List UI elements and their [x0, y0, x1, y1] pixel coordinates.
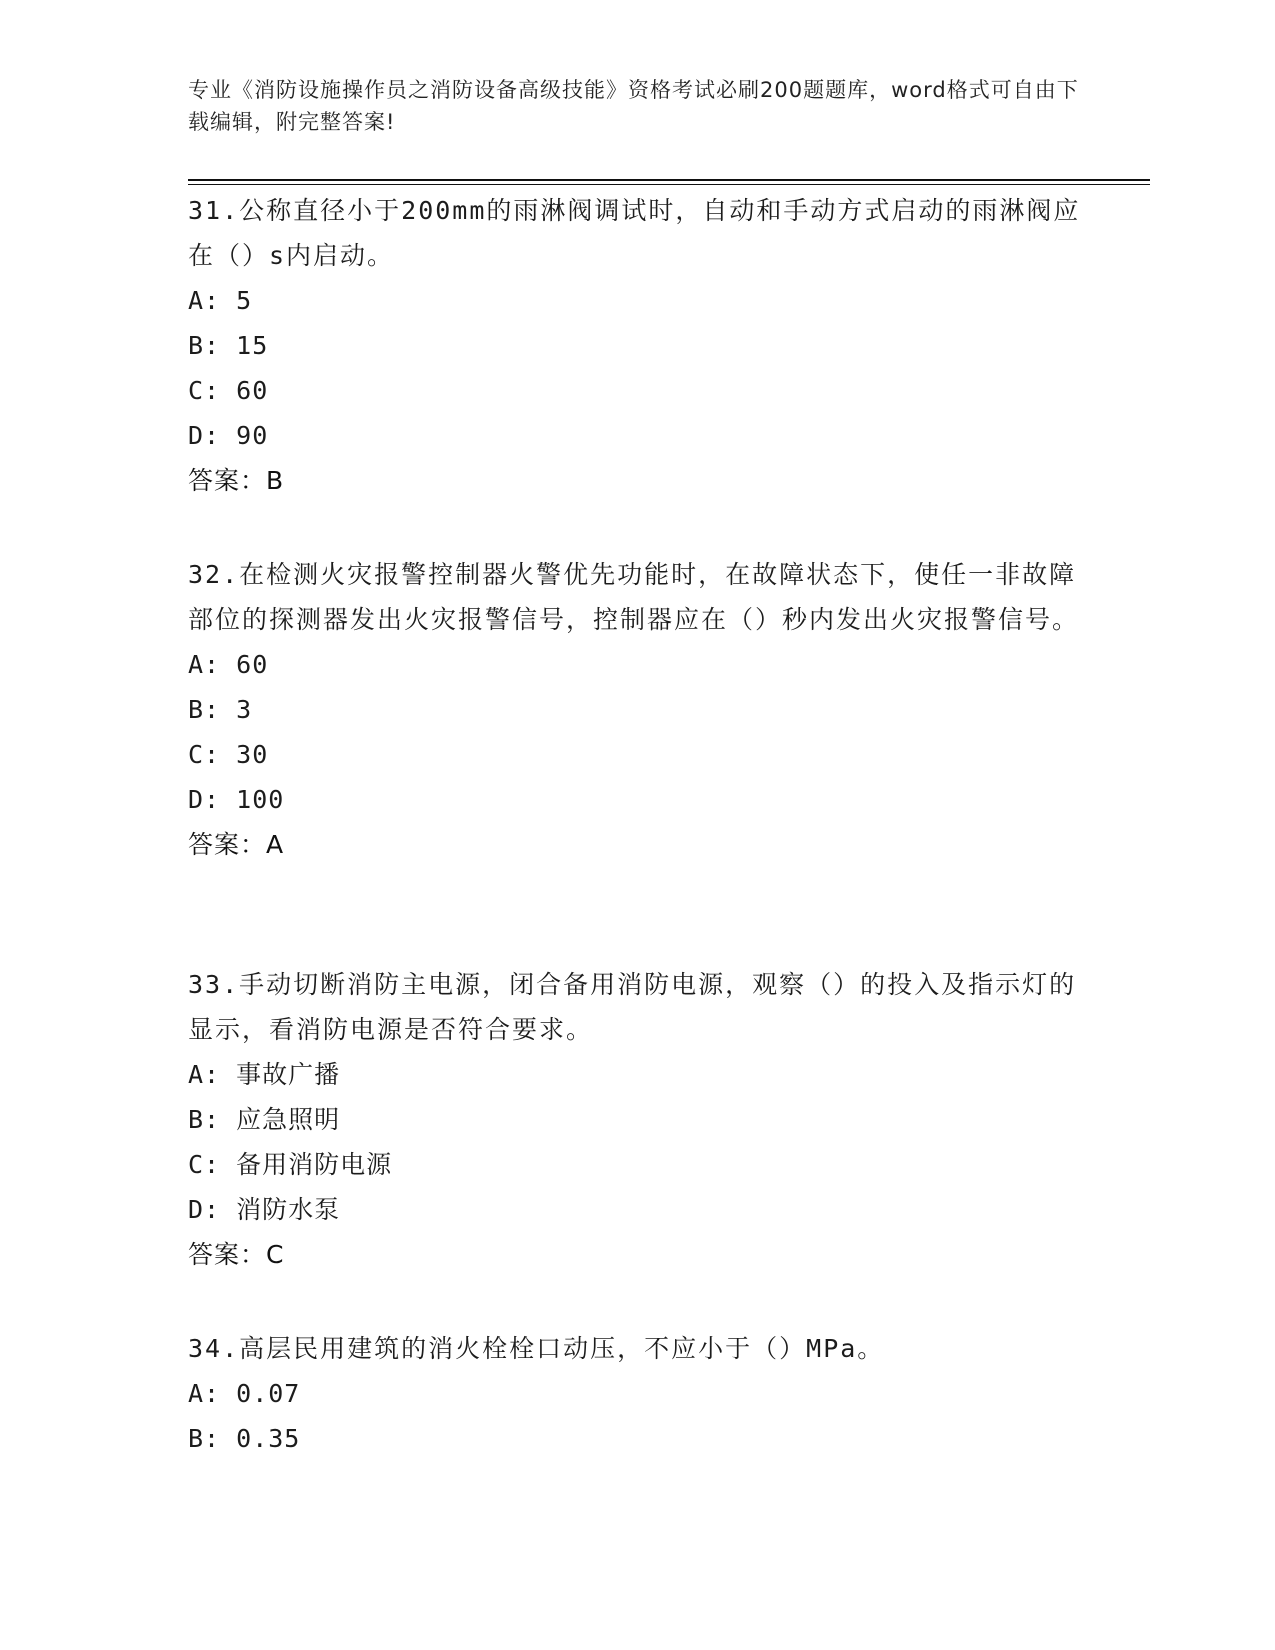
- option-b: B: 15: [188, 331, 269, 360]
- option-c: C: 30: [188, 740, 269, 769]
- question-31: [188, 188, 1088, 503]
- answer-label: 答案：A: [188, 830, 285, 859]
- question-stem: 34.高层民用建筑的消火栓栓口动压，不应小于（）MPa。: [188, 1334, 885, 1363]
- question-34: [188, 1326, 1088, 1461]
- header-divider-thick: [188, 179, 1150, 181]
- option-b: B: 3: [188, 695, 253, 724]
- option-c: C: 60: [188, 376, 269, 405]
- option-a: A: 事故广播: [188, 1060, 341, 1089]
- option-d: D: 消防水泵: [188, 1195, 341, 1224]
- option-a: A: 0.07: [188, 1379, 301, 1408]
- option-a: A: 5: [188, 286, 253, 315]
- question-stem: 32.在检测火灾报警控制器火警优先功能时，在故障状态下，使任一非故障部位的探测器发出火灾报警信号，控制器应在（）秒内发出火灾报警信号。: [188, 560, 1080, 634]
- option-b: B: 应急照明: [188, 1105, 341, 1134]
- question-33: [188, 962, 1088, 1277]
- option-b: B: 0.35: [188, 1424, 301, 1453]
- option-d: D: 100: [188, 785, 285, 814]
- question-32: [188, 552, 1088, 867]
- option-d: D: 90: [188, 421, 269, 450]
- document-header: 专业《消防设施操作员之消防设备高级技能》资格考试必刷200题题库，word格式可自由下载编辑，附完整答案!: [188, 78, 1079, 134]
- header-divider-thin: [188, 184, 1150, 185]
- question-stem: 33.手动切断消防主电源，闭合备用消防电源，观察（）的投入及指示灯的显示，看消防电源是否符合要求。: [188, 970, 1077, 1044]
- option-c: C: 备用消防电源: [188, 1150, 393, 1179]
- question-stem: 31.公称直径小于200mm的雨淋阀调试时，自动和手动方式启动的雨淋阀应在（）s内启动。: [188, 196, 1081, 270]
- answer-label: 答案：B: [188, 466, 285, 495]
- answer-label: 答案：C: [188, 1240, 285, 1269]
- option-a: A: 60: [188, 650, 269, 679]
